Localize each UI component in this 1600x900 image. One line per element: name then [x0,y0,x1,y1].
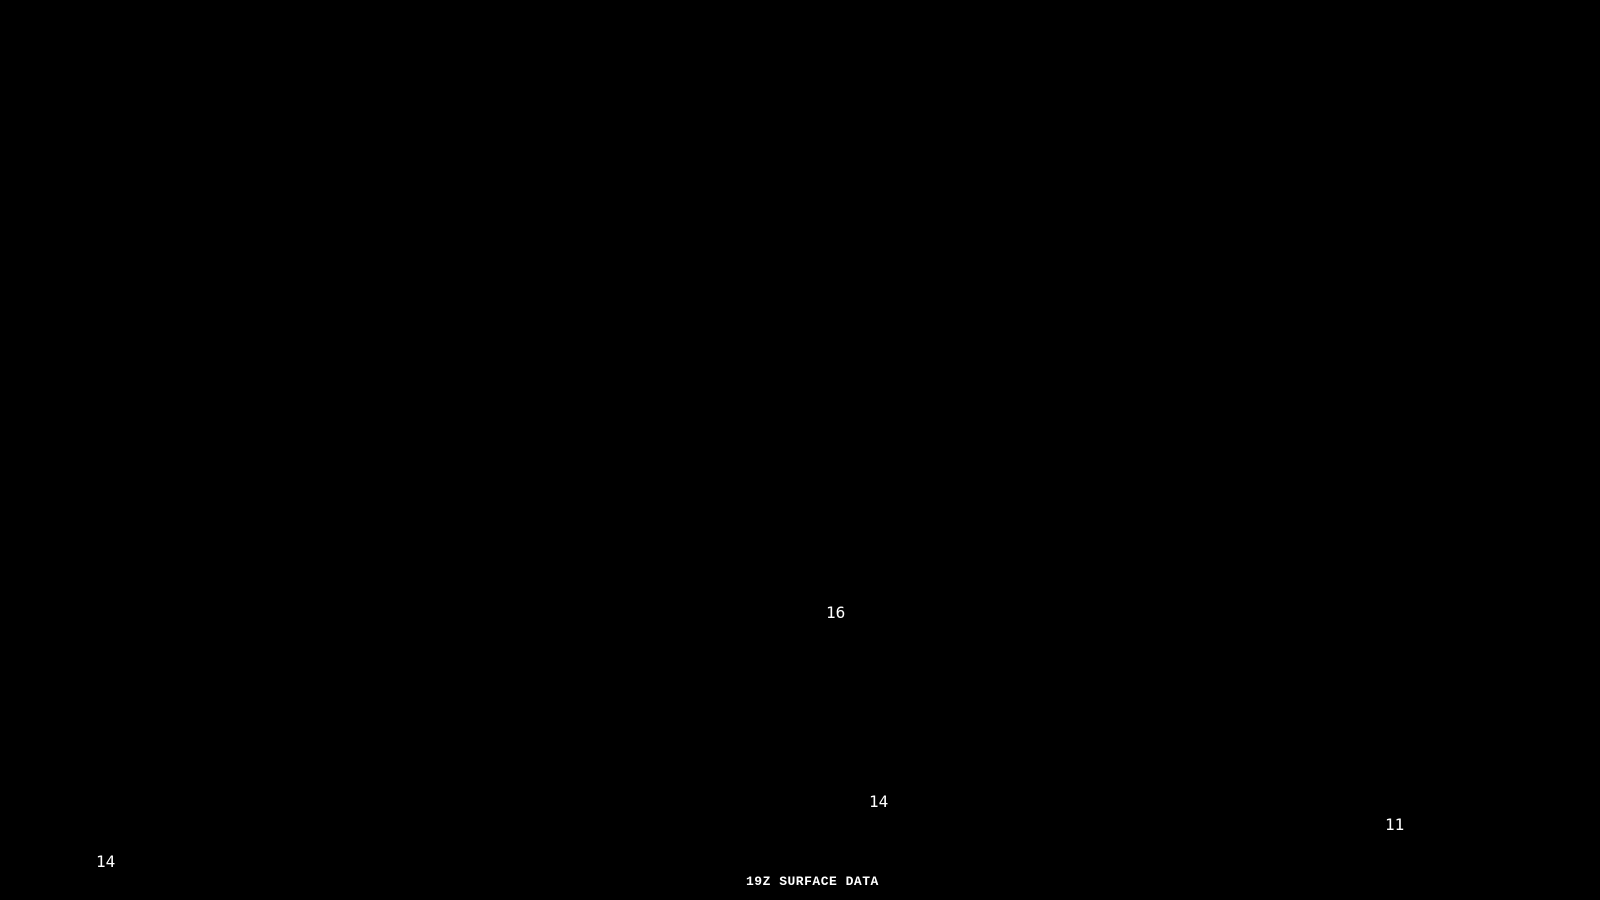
station-value-label: 14 [869,792,889,811]
station-value-label: 16 [826,603,846,622]
station-value-label: 11 [1385,815,1405,834]
data-time-caption: 19Z SURFACE DATA [746,874,879,889]
station-value-label: 14 [96,852,116,871]
